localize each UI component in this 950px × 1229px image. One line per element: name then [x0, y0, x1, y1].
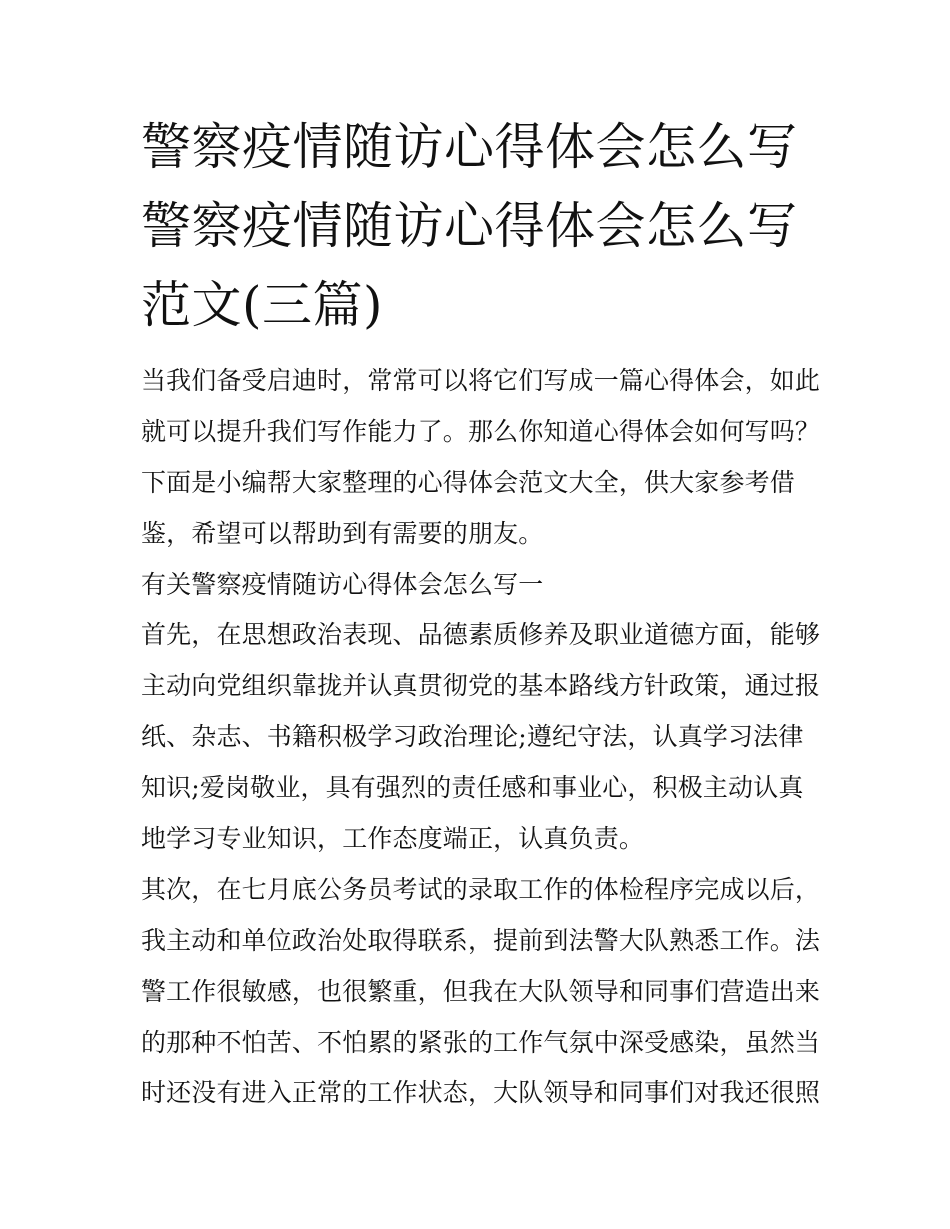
paragraph-2-line-4: 的那种不怕苦、不怕累的紧张的工作气氛中深受感染，虽然当	[141, 1027, 821, 1057]
paragraph-2-line-3: 警工作很敏感，也很繁重，但我在大队领导和同事们营造出来	[141, 976, 821, 1006]
paragraph-2-line-2: 我主动和单位政治处取得联系，提前到法警大队熟悉工作。法	[141, 925, 821, 955]
paragraph-1-line-2: 主动向党组织靠拢并认真贯彻党的基本路线方针政策，通过报	[141, 671, 821, 701]
paragraph-2-line-1: 其次，在七月底公务员考试的录取工作的体检程序完成以后，	[141, 874, 821, 904]
paragraph-2-line-5: 时还没有进入正常的工作状态，大队领导和同事们对我还很照	[141, 1078, 821, 1108]
intro-line-1: 当我们备受启迪时，常常可以将它们写成一篇心得体会，如此	[141, 366, 821, 395]
paragraph-1-line-4: 知识;爱岗敬业，具有强烈的责任感和事业心，积极主动认真	[141, 773, 804, 803]
title-line-2: 警察疫情随访心得体会怎么写	[141, 197, 798, 255]
document-title	[141, 108, 821, 345]
title-line-1: 警察疫情随访心得体会怎么写	[141, 118, 798, 176]
section-heading: 有关警察疫情随访心得体会怎么写一	[141, 569, 544, 599]
intro-line-2: 就可以提升我们写作能力了。那么你知道心得体会如何写吗？	[141, 416, 821, 446]
intro-line-3: 下面是小编帮大家整理的心得体会范文大全，供大家参考借	[141, 467, 795, 497]
paragraph-1-line-5: 地学习专业知识，工作态度端正，认真负责。	[141, 824, 645, 854]
intro-line-4: 鉴，希望可以帮助到有需要的朋友。	[141, 518, 544, 548]
paragraph-1-line-3: 纸、杂志、书籍积极学习政治理论;遵纪守法，认真学习法律	[141, 722, 804, 752]
document-body	[141, 356, 831, 1119]
paragraph-1-line-1: 首先，在思想政治表现、品德素质修养及职业道德方面，能够	[141, 620, 821, 650]
title-line-3: 范文(三篇)	[141, 276, 384, 334]
